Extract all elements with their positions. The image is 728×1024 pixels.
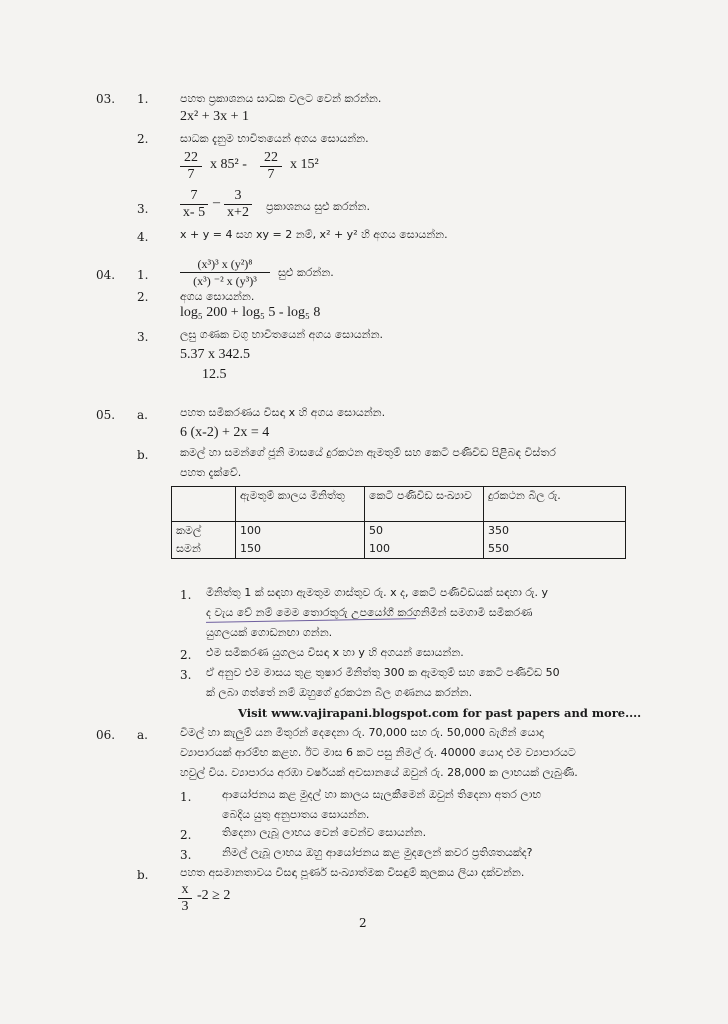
- q05-b-s3-line1: ඒ අනුව එම මාසය තුළ තුෂාර මිනිත්තු 300 ක ඇමතුම් සහ කෙටි පණිවිඩ 50: [206, 666, 560, 679]
- q06-b-fraction: [178, 882, 192, 915]
- q05-b-s1-line1: මිනිත්තු 1 ක් සඳහා ඇමතුම ගාස්තුව රු. x ද, කෙටි පණිවිඩයක් සඳහා රු. y: [206, 586, 549, 599]
- q03-i2-term-2: x 15²: [290, 157, 319, 172]
- q06-a-s3-text: නිමල් ලැබූ ලාභය ඔහු ආයෝජනය කළ මුදලෙන් කවර ප්‍රතිශතයක්ද?: [222, 846, 533, 859]
- fraction-numerator: 7: [180, 188, 208, 205]
- q03-i2-term-1: x 85² -: [210, 157, 247, 172]
- q03-i1-text: පහත ප්‍රකාශනය සාධක වලට වෙන් කරන්න.: [180, 92, 382, 105]
- q03-i3-fraction-1: [180, 188, 208, 221]
- call-data-table: [171, 486, 626, 559]
- q05-b-s1-line2: ද වැය වේ නම් මෙම තොරතුරු උපයෝගී කරගනිමින් සමගාමී සමීකරණ: [206, 606, 533, 619]
- q03-i2-number: 2.: [137, 132, 149, 146]
- q03-i3-minus: –: [213, 195, 220, 210]
- table-cell-bill: 350: [484, 522, 626, 541]
- q05-b-text-line1: කමල් හා සමන්ගේ ජූනි මාසයේ දුරකථන ඇමතුම් සහ කෙටි පණිවිඩ පිළිබඳ විස්තර: [180, 446, 556, 459]
- table-row: [172, 540, 626, 559]
- q06-a-line3: හවුල් විය. ව්‍යාපාරය අරඹා වර්ෂයක් අවසානයේ ඔවුන් රු. 28,000 ක ලාභයක් ලැබුණි.: [180, 766, 578, 779]
- q04-i1-text: සුළු කරන්න.: [278, 266, 334, 279]
- fraction-denominator: x- 5: [182, 205, 206, 220]
- q03-i3-text: ප්‍රකාශනය සුළු කරන්න.: [266, 200, 370, 213]
- q03-i3-number: 3.: [137, 202, 149, 216]
- q05-b-text-line2: පහත දැක්වේ.: [180, 466, 242, 479]
- table-header-cell: [172, 487, 236, 522]
- q06-a-label: a.: [137, 728, 148, 742]
- table-cell-minutes: 100: [236, 522, 365, 541]
- fraction-numerator: x: [178, 882, 192, 899]
- q06-b-inequality: -2 ≥ 2: [197, 888, 231, 903]
- q03-i3-fraction-2: [224, 188, 252, 221]
- table-header-cell: ඇමතුම් කාලය මිනිත්තු: [236, 487, 365, 522]
- q03-i4-number: 4.: [137, 230, 149, 244]
- q06-a-s1-line2: බෙදිය යුතු අනුපාතය සොයන්න.: [222, 808, 370, 821]
- q05-a-label: a.: [137, 408, 148, 422]
- fraction-denominator: (x³) ⁻² x (y³)³: [193, 274, 257, 288]
- q05-number: 05.: [96, 408, 116, 422]
- q06-a-s2-text: තිදෙනා ලැබූ ලාභය වෙන් වෙන්ව සොයන්න.: [222, 826, 427, 839]
- q03-number: 03.: [96, 92, 116, 106]
- fraction-denominator: 7: [187, 167, 195, 182]
- q05-b-s1-number: 1.: [180, 588, 192, 602]
- q04-i3-denominator: 12.5: [202, 367, 227, 382]
- q06-a-line2: ව්‍යාපාරයක් ආරම්භ කළහ. ඊට මාස 6 කට පසු නිමල් රු. 40000 යොදා එම ව්‍යාපාරයට: [180, 746, 576, 759]
- q04-i3-numerator: 5.37 x 342.5: [180, 347, 250, 362]
- fraction-numerator: (x³)³ x (y²)⁸: [180, 256, 270, 273]
- fraction-numerator: 3: [224, 188, 252, 205]
- q04-i3-number: 3.: [137, 330, 149, 344]
- page-number: 2: [359, 916, 367, 930]
- q05-b-s1-line3: යුගලයක් ගොඩනඟා ගන්න.: [206, 626, 333, 639]
- q06-a-s2-number: 2.: [180, 828, 192, 842]
- q05-a-expression: 6 (x-2) + 2x = 4: [180, 425, 270, 440]
- q04-i3-text: ලඝු ගණක වගු භාවිතයෙන් අගය සොයන්න.: [180, 328, 383, 341]
- q05-a-text: පහත සමීකරණය විසඳා x හි අගය සොයන්න.: [180, 406, 386, 419]
- q05-b-s2-number: 2.: [180, 648, 192, 662]
- fraction-numerator: 22: [180, 150, 202, 167]
- table-row: [172, 522, 626, 541]
- table-cell-name: කමල්: [172, 522, 236, 541]
- website-banner: Visit www.vajirapani.blogspot.com for past papers and more....: [238, 706, 642, 720]
- q05-b-s3-number: 3.: [180, 668, 192, 682]
- q06-b-label: b.: [137, 868, 149, 882]
- q04-number: 04.: [96, 268, 116, 282]
- table-cell-sms: 100: [365, 540, 484, 559]
- q03-i1-expression: 2x² + 3x + 1: [180, 109, 249, 124]
- q06-a-s1-number: 1.: [180, 790, 192, 804]
- q05-b-s2-text: එම සමීකරණ යුගලය විසඳා x හා y හි අගයන් සොයන්න.: [206, 646, 464, 659]
- q03-i4-text: x + y = 4 සහ xy = 2 නම්, x² + y² හි අගය සොයන්න.: [180, 228, 448, 241]
- q06-a-s3-number: 3.: [180, 848, 192, 862]
- q05-b-label: b.: [137, 448, 149, 462]
- table-cell-bill: 550: [484, 540, 626, 559]
- q03-i1-number: 1.: [137, 92, 149, 106]
- q04-i1-number: 1.: [137, 268, 149, 282]
- table-cell-name: සමන්: [172, 540, 236, 559]
- fraction-denominator: x+2: [227, 205, 249, 220]
- q04-i2-text: අගය සොයන්න.: [180, 290, 255, 303]
- q04-i1-fraction: [180, 256, 270, 289]
- q04-i2-number: 2.: [137, 290, 149, 304]
- table-cell-sms: 50: [365, 522, 484, 541]
- q06-a-line1: විමල් හා කැලුම් යන මිතුරන් දෙදෙනා රු. 70,000 සහ රු. 50,000 බැගින් යොදා: [180, 726, 544, 739]
- q06-b-text: පහත අසමානතාවය විසඳා පූර්ණ සංඛ්‍යාත්මක විසඳුම් කුලකය ලියා දක්වන්න.: [180, 866, 525, 879]
- fraction-denominator: 7: [267, 167, 275, 182]
- q03-i2-fraction-2: [260, 150, 282, 183]
- fraction-denominator: 3: [181, 899, 189, 914]
- fraction-numerator: 22: [260, 150, 282, 167]
- q05-b-s3-line2: ක් ලබා ගත්තේ නම් ඔහුගේ දුරකථන බිල ගණනය කරන්න.: [206, 686, 473, 699]
- q06-number: 06.: [96, 728, 116, 742]
- q04-i2-expression: log₅ 200 + log₅ 5 - log₅ 8: [180, 305, 321, 320]
- q03-i2-fraction-1: [180, 150, 202, 183]
- table-header-cell: කෙටි පණිවිඩ සංඛ්‍යාව: [365, 487, 484, 522]
- table-header-row: [172, 487, 626, 522]
- q06-a-s1-line1: ආයෝජනය කළ මුදල් හා කාලය සැලකීමෙන් ඔවුන් තිදෙනා අතර ලාභ: [222, 788, 542, 801]
- table-cell-minutes: 150: [236, 540, 365, 559]
- q03-i2-text: සාධක දැනුම භාවිතයෙන් අගය සොයන්න.: [180, 132, 369, 145]
- table-header-cell: දුරකථන බිල රු.: [484, 487, 626, 522]
